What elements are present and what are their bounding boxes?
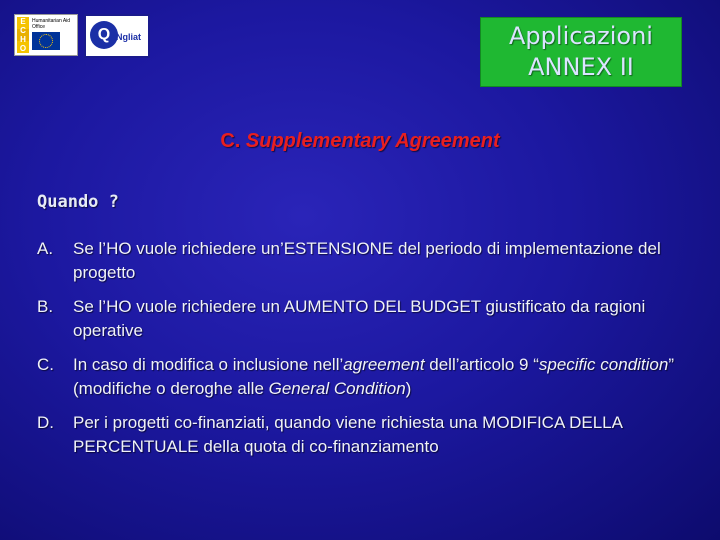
item-text: Se l’HO vuole richiedere un AUMENTO DEL BUDGET giustificato da ragioni operative <box>73 297 646 340</box>
title-box <box>480 17 682 87</box>
list-item <box>37 237 707 285</box>
item-list <box>37 237 707 459</box>
list-item <box>37 353 707 401</box>
echo-strip: E C H O <box>17 17 29 53</box>
list-item <box>37 411 707 459</box>
item-letter: B. <box>37 297 54 316</box>
italic-agreement: agreement <box>343 355 425 374</box>
item-text: Se l’HO vuole richiedere un’ESTENSIONE del periodo di implementazione del progetto <box>73 239 661 282</box>
section-prefix: C. <box>220 130 241 152</box>
title-line-2: ANNEX II <box>528 53 634 81</box>
item-letter: A. <box>37 239 54 258</box>
echo-logo <box>14 14 78 56</box>
list-item <box>37 295 707 343</box>
question-heading: Quando ? <box>37 192 119 212</box>
item-letter: D. <box>37 413 54 432</box>
ngo-logo <box>84 14 150 58</box>
eu-flag-icon <box>32 32 60 50</box>
italic-general-condition: General Condition <box>268 379 406 398</box>
item-text: In caso di modifica o inclusione nell’agreement dell’articolo 9 “specific condition” (modifiche o deroghe alle General Condition) <box>73 355 675 398</box>
section-title <box>0 130 720 153</box>
item-letter: C. <box>37 355 54 374</box>
echo-logo-text: Humanitarian Aid Office <box>32 18 71 30</box>
logos <box>14 14 150 56</box>
title-line-1: Applicazioni <box>509 22 653 50</box>
ngo-logo-mark: Q <box>90 21 118 49</box>
item-text: Per i progetti co-finanziati, quando viene richiesta una MODIFICA DELLA PERCENTUALE della quota di co-finanziamento <box>73 413 623 456</box>
section-title-text: Supplementary Agreement <box>245 130 500 152</box>
ngo-logo-word: Ngliat <box>116 32 142 42</box>
italic-specific-condition: specific condition <box>538 355 669 374</box>
